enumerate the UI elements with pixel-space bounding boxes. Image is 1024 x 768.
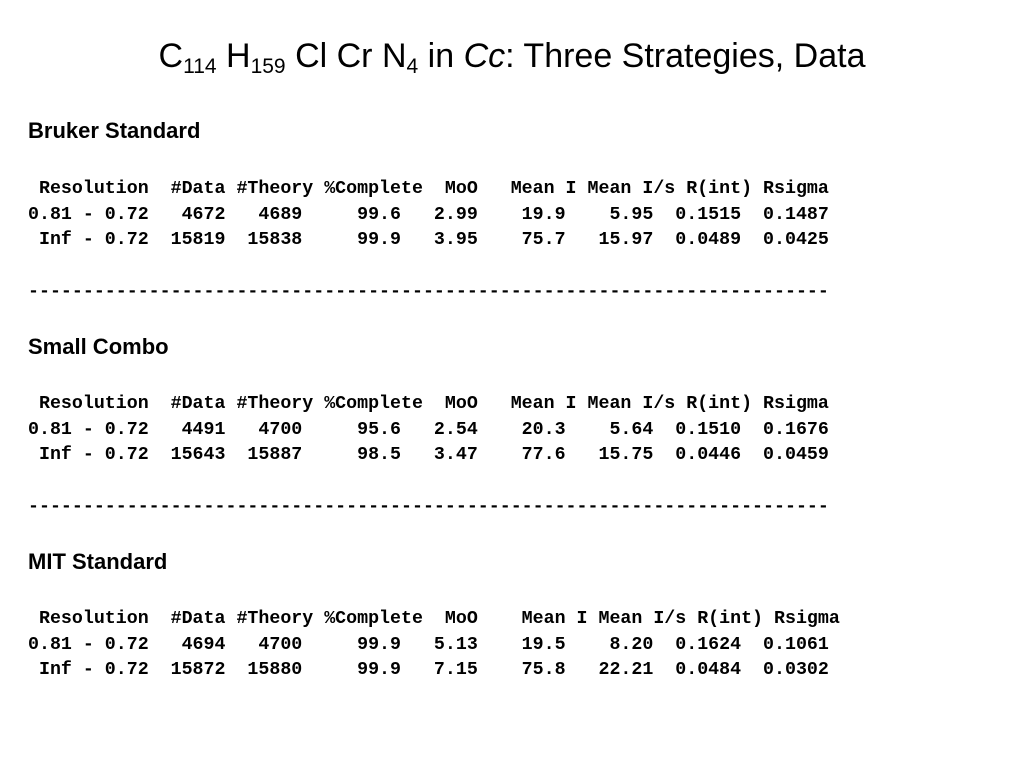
stats-table-mit <box>28 607 840 684</box>
table-row: Inf - 0.72 15872 15880 99.9 7.15 75.8 22.21 0.0484 0.0302 <box>28 660 829 681</box>
title-carbon: C <box>158 37 184 75</box>
table-header-row: Resolution #Data #Theory %Complete MoO Mean I Mean I/s R(int) Rsigma <box>28 394 829 414</box>
table-row: Inf - 0.72 15643 15887 98.5 3.47 77.6 15.75 0.0446 0.0459 <box>28 445 829 466</box>
title-carbon-count: 114 <box>183 55 217 78</box>
title-nitrogen-count: 4 <box>406 55 419 78</box>
section-divider: ------------------------------------------------------------------------- <box>28 497 829 517</box>
stats-table-small-combo <box>28 392 829 469</box>
title-hydrogen: H <box>226 37 251 75</box>
section-heading-small-combo: Small Combo <box>28 334 169 359</box>
section-heading-mit: MIT Standard <box>28 549 168 574</box>
table-row: Inf - 0.72 15819 15838 99.9 3.95 75.7 15.97 0.0489 0.0425 <box>28 230 829 251</box>
section-divider: ------------------------------------------------------------------------- <box>28 282 829 302</box>
table-header-row: Resolution #Data #Theory %Complete MoO Mean I Mean I/s R(int) Rsigma <box>28 609 840 629</box>
table-row: 0.81 - 0.72 4694 4700 99.9 5.13 19.5 8.20 0.1624 0.1061 <box>28 634 829 655</box>
slide-title <box>0 30 1024 82</box>
stats-table-bruker <box>28 177 829 254</box>
table-row: 0.81 - 0.72 4672 4689 99.6 2.99 19.9 5.95 0.1515 0.1487 <box>28 204 829 225</box>
title-subtitle: : Three Strategies, Data <box>505 37 866 75</box>
title-space-group: Cc <box>463 37 506 75</box>
title-in-word: in <box>427 37 455 75</box>
table-row: 0.81 - 0.72 4491 4700 95.6 2.54 20.3 5.64 0.1510 0.1676 <box>28 419 829 440</box>
section-heading-bruker: Bruker Standard <box>28 118 201 143</box>
title-formula-middle: Cl Cr N <box>295 37 407 75</box>
table-header-row: Resolution #Data #Theory %Complete MoO Mean I Mean I/s R(int) Rsigma <box>28 179 829 199</box>
title-hydrogen-count: 159 <box>250 55 286 78</box>
